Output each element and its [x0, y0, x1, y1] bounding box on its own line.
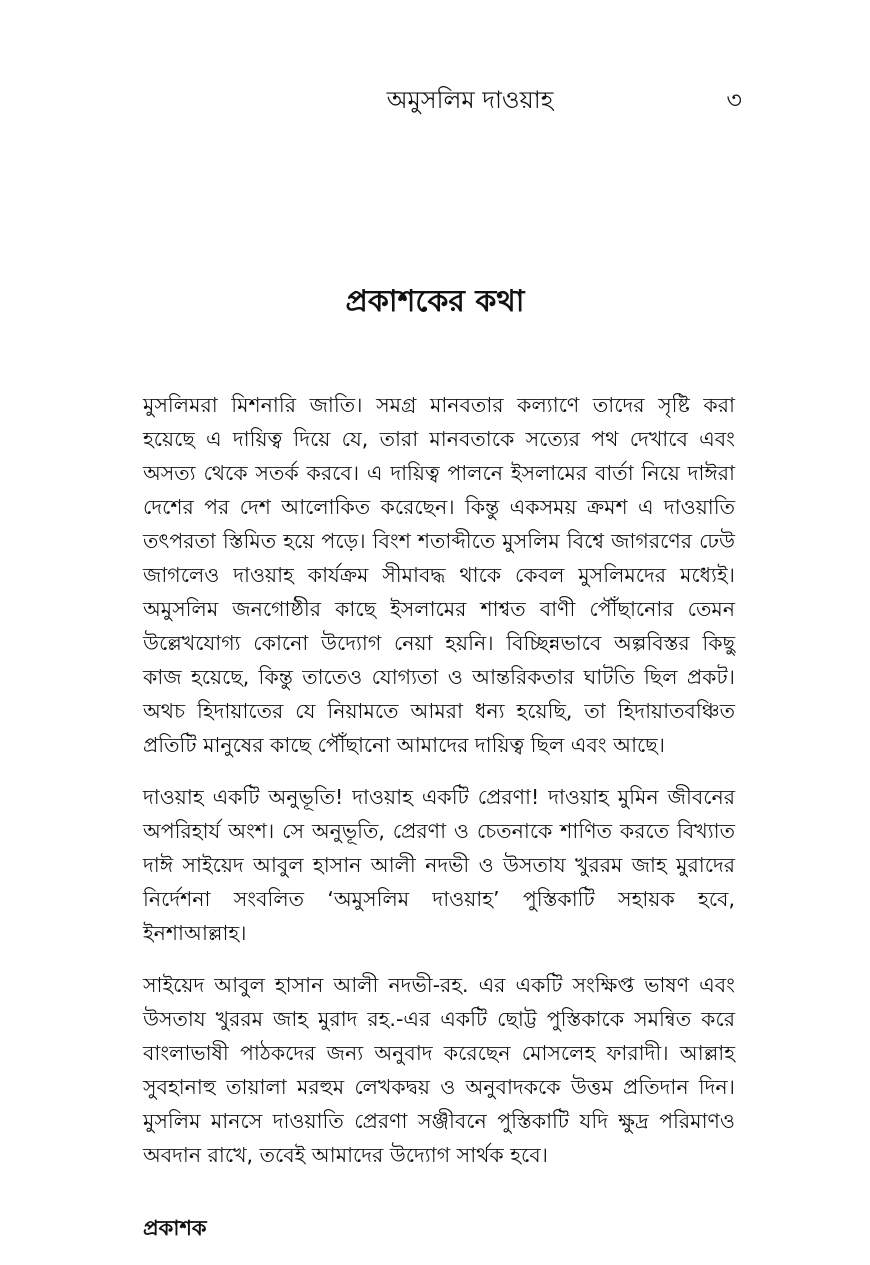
running-header	[0, 80, 870, 120]
body-text	[143, 388, 735, 1190]
paragraph-2: দাওয়াহ একটি অনুভূতি! দাওয়াহ একটি প্রেরণা! দাওয়াহ মুমিন জীবনের অপরিহার্য অংশ। সে অনুভূতি, প্রেরণা ও চেতনাকে শাণিত করতে বিখ্যাত দাঈ সাইয়েদ আবুল হাসান আলী নদভী ও উসতায খুররম জাহ মুরাদের নির্দেশনা সংবলিত ‘অমুসলিম দাওয়াহ’ পুস্তিকাটি সহায়ক হবে, ইনশাআল্লাহ।	[143, 785, 735, 945]
publisher-signature: প্রকাশক	[143, 1216, 207, 1240]
chapter-title: প্রকাশকের কথা	[345, 284, 525, 319]
paragraph-3: সাইয়েদ আবুল হাসান আলী নদভী-রহ. এর একটি সংক্ষিপ্ত ভাষণ এবং উসতায খুররম জাহ মুরাদ রহ.-এর একটি ছোট্ট পুস্তিকাকে সমন্বিত করে বাংলাভাষী পাঠকদের জন্য অনুবাদ করেছেন মোসলেহ ফারাদী। আল্লাহ সুবহানাহু তায়ালা মরহুম লেখকদ্বয় ও অনুবাদককে উত্তম প্রতিদান দিন। মুসলিম মানসে দাওয়াতি প্রেরণা সঞ্জীবনে পুস্তিকাটি যদি ক্ষুদ্র পরিমাণও অবদান রাখে, তবেই আমাদের উদ্যোগ সার্থক হবে।	[143, 973, 735, 1167]
paragraph-1: মুসলিমরা মিশনারি জাতি। সমগ্র মানবতার কল্যাণে তাদের সৃষ্টি করা হয়েছে এ দায়িত্ব দিয়ে যে, তারা মানবতাকে সত্যের পথ দেখাবে এবং অসত্য থেকে সতর্ক করবে। এ দায়িত্ব পালনে ইসলামের বার্তা নিয়ে দাঈরা দেশের পর দেশ আলোকিত করেছেন। কিন্তু একসময় ক্রমশ এ দাওয়াতি তৎপরতা স্তিমিত হয়ে পড়ে। বিংশ শতাব্দীতে মুসলিম বিশ্বে জাগরণের ঢেউ জাগলেও দাওয়াহ কার্যক্রম সীমাবদ্ধ থাকে কেবল মুসলিমদের মধ্যেই। অমুসলিম জনগোষ্ঠীর কাছে ইসলামের শাশ্বত বাণী পৌঁছানোর তেমন উল্লেখযোগ্য কোনো উদ্যোগ নেয়া হয়নি। বিচ্ছিন্নভাবে অল্পবিস্তর কিছু কাজ হয়েছে, কিন্তু তাতেও যোগ্যতা ও আন্তরিকতার ঘাটতি ছিল প্রকট। অথচ হিদায়াতের যে নিয়ামতে আমরা ধন্য হয়েছি, তা হিদায়াতবঞ্চিত প্রতিটি মানুষের কাছে পৌঁছানো আমাদের দায়িত্ব ছিল এবং আছে।	[143, 393, 735, 757]
running-title: অমুসলিম দাওয়াহ	[386, 86, 554, 114]
page-number: ৩	[726, 86, 742, 114]
